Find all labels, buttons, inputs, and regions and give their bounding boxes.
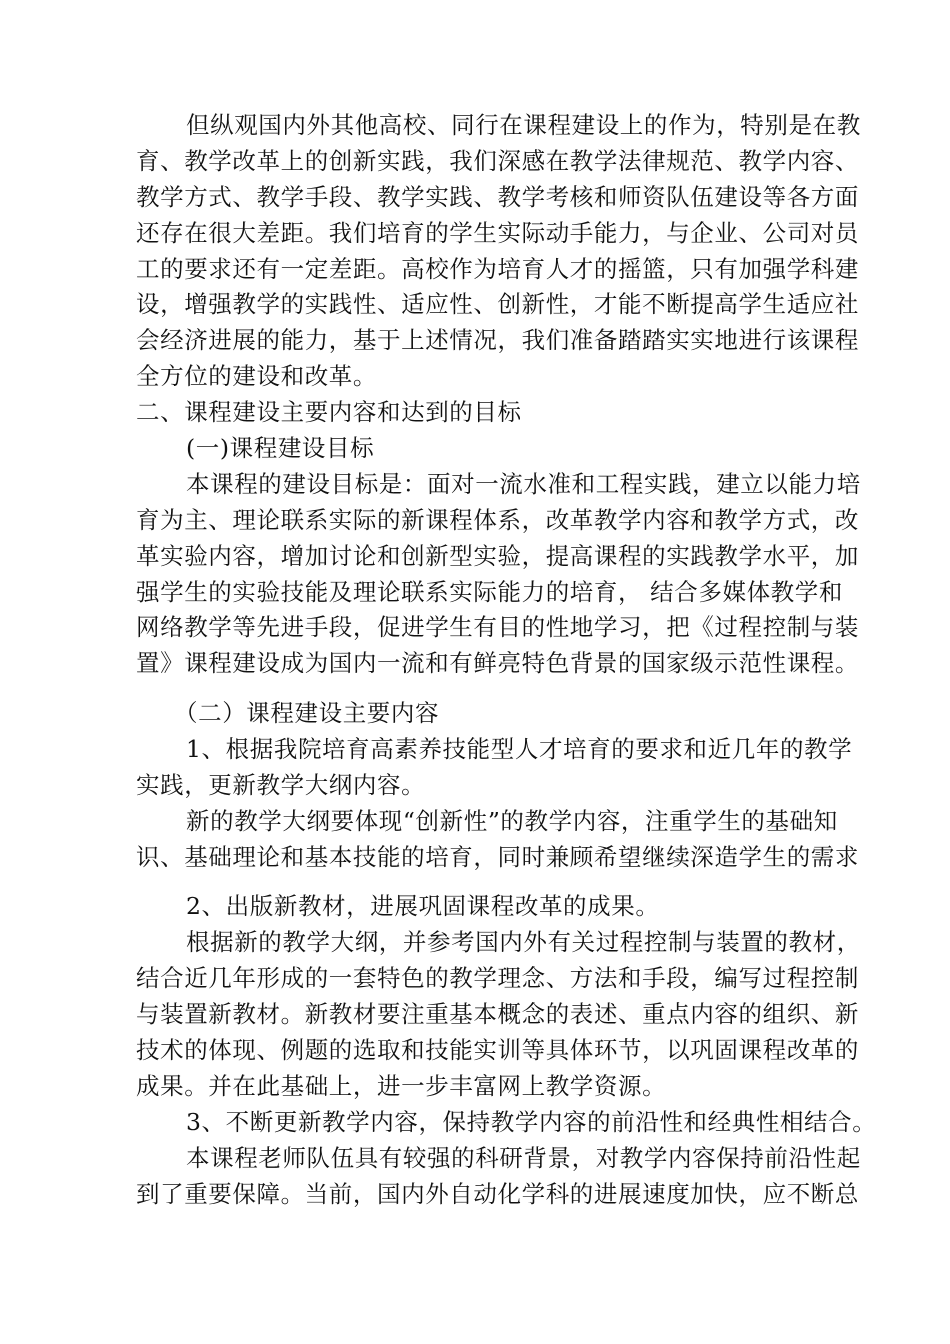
paragraph-line: 全方位的建设和改革。 [136,362,377,390]
paragraph-line: 成果。并在此基础上，进一步丰富网上教学资源。 [136,1072,667,1100]
paragraph-line: 工的要求还有一定差距。高校作为培育人才的摇篮，只有加强学科建 [136,255,859,283]
paragraph-line: 育、教学改革上的创新实践，我们深感在教学法律规范、教学内容、 [136,147,859,175]
paragraph-line: 革实验内容，增加讨论和创新型实验，提高课程的实践教学水平，加 [136,542,859,570]
paragraph-line: 育为主、理论联系实际的新课程体系，改革教学内容和教学方式，改 [136,506,859,534]
paragraph-line: 结合近几年形成的一套特色的教学理念、方法和手段，编写过程控制 [136,964,859,992]
section-heading: 二、课程建设主要内容和达到的目标 [136,398,522,426]
paragraph-line: 教学方式、教学手段、教学实践、教学考核和师资队伍建设等各方面 [136,183,859,211]
paragraph-line: 技术的体现、例题的选取和技能实训等具体环节，以巩固课程改革的 [136,1036,859,1064]
paragraph-line: 还存在很大差距。我们培育的学生实际动手能力，与企业、公司对员 [136,219,859,247]
paragraph-line: 会经济进展的能力，基于上述情况，我们准备踏踏实实地进行该课程 [136,326,859,354]
paragraph-line: 网络教学等先进手段，促进学生有目的性地学习，把《过程控制与装 [136,613,859,641]
paragraph-line: 置》课程建设成为国内一流和有鲜亮特色背景的国家级示范性课程。 [136,649,859,677]
paragraph-line: 3、不断更新教学内容，保持教学内容的前沿性和经典性相结合。 [186,1108,877,1136]
paragraph-line: 与装置新教材。新教材要注重基本概念的表述、重点内容的组织、新 [136,1000,859,1028]
paragraph-line: 根据新的教学大纲，并参考国内外有关过程控制与装置的教材， [186,928,861,956]
paragraph-line: 新的教学大纲要体现“创新性”的教学内容，注重学生的基础知 [186,807,838,835]
paragraph-line: 但纵观国内外其他高校、同行在课程建设上的作为，特别是在教 [186,111,861,139]
paragraph-line: 1、根据我院培育高素养技能型人才培育的要求和近几年的教学 [186,735,853,763]
paragraph-line: 到了重要保障。当前，国内外自动化学科的进展速度加快，应不断总 [136,1180,859,1208]
paragraph-line: 本课程老师队伍具有较强的科研背景，对教学内容保持前沿性起 [186,1144,861,1172]
subsection-heading: （二）课程建设主要内容 [174,699,440,727]
paragraph-line: 设，增强教学的实践性、适应性、创新性，才能不断提高学生适应社 [136,290,859,318]
paragraph-line: 识、基础理论和基本技能的培育，同时兼顾希望继续深造学生的需求 [136,843,859,871]
paragraph-line: 本课程的建设目标是：面对一流水准和工程实践，建立以能力培 [186,470,861,498]
paragraph-line: 实践，更新教学大纲内容。 [136,771,426,799]
paragraph-line: 2、出版新教材，进展巩固课程改革的成果。 [186,892,660,920]
subsection-heading: (一)课程建设目标 [186,434,375,462]
paragraph-line: 强学生的实验技能及理论联系实际能力的培育， 结合多媒体教学和 [136,578,843,606]
